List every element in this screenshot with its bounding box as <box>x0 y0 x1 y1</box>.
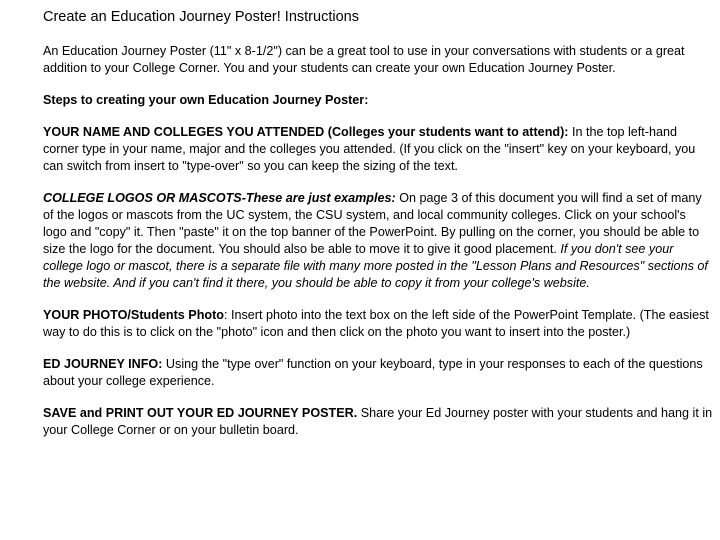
section-journey-info-body: Using the "type over" function on your keyboard, type in your responses to each of the questions about your college experience. <box>43 357 703 388</box>
section-journey-info-heading: ED JOURNEY INFO: <box>43 357 163 371</box>
section-logos <box>43 190 713 292</box>
section-photo-body: : Insert photo into the text box on the left side of the PowerPoint Template. (The easiest way to do this is to click on the "photo" icon and then click on the photo you want to insert into the poster.) <box>43 308 709 339</box>
section-save-print-body: Share your Ed Journey poster with your students and hang it in your College Corner or on your bulletin board. <box>43 406 713 437</box>
instructions-document <box>43 8 713 454</box>
section-save-print-heading: SAVE and PRINT OUT YOUR ED JOURNEY POSTER. <box>43 406 358 420</box>
section-logos-italic-note: If you don't see your college logo or mascot, there is a separate file with many more posted in the "Lesson Plans and Resources" sections of the website. And if you can't find it there, you should be able to copy it from your college's website. <box>43 242 708 290</box>
section-name-colleges-body: In the top left-hand corner type in your name, major and the colleges you attended. (If you click on the "insert" key on your keyboard, you can switch from insert to "type-over" so you can keep the sizing of the text. <box>43 125 696 173</box>
section-logos-body: On page 3 of this document you will find a set of many of the logos or mascots from the UC system, the CSU system, and local community colleges. Click on your school's logo and "copy" it. Then "paste" it on the top banner of the PowerPoint. By pulling on the corner, you should be able to size the logo for the document. You should also be able to move it to give it good placement. <box>43 191 702 256</box>
document-title: Create an Education Journey Poster! Instructions <box>43 9 359 25</box>
section-photo <box>43 307 713 341</box>
steps-heading: Steps to creating your own Education Journey Poster: <box>43 93 369 107</box>
section-name-colleges <box>43 124 713 175</box>
section-save-print <box>43 405 713 439</box>
section-photo-heading: YOUR PHOTO/Students Photo <box>43 308 224 322</box>
section-logos-heading: COLLEGE LOGOS OR MASCOTS-These are just examples: <box>43 191 396 205</box>
section-journey-info <box>43 356 713 390</box>
intro-paragraph: An Education Journey Poster (11" x 8-1/2") can be a great tool to use in your conversations with students or a great addition to your College Corner. You and your students can create your own Education Journey Poster. <box>43 44 685 75</box>
section-name-colleges-heading: YOUR NAME AND COLLEGES YOU ATTENDED (Colleges your students want to attend): <box>43 125 569 139</box>
